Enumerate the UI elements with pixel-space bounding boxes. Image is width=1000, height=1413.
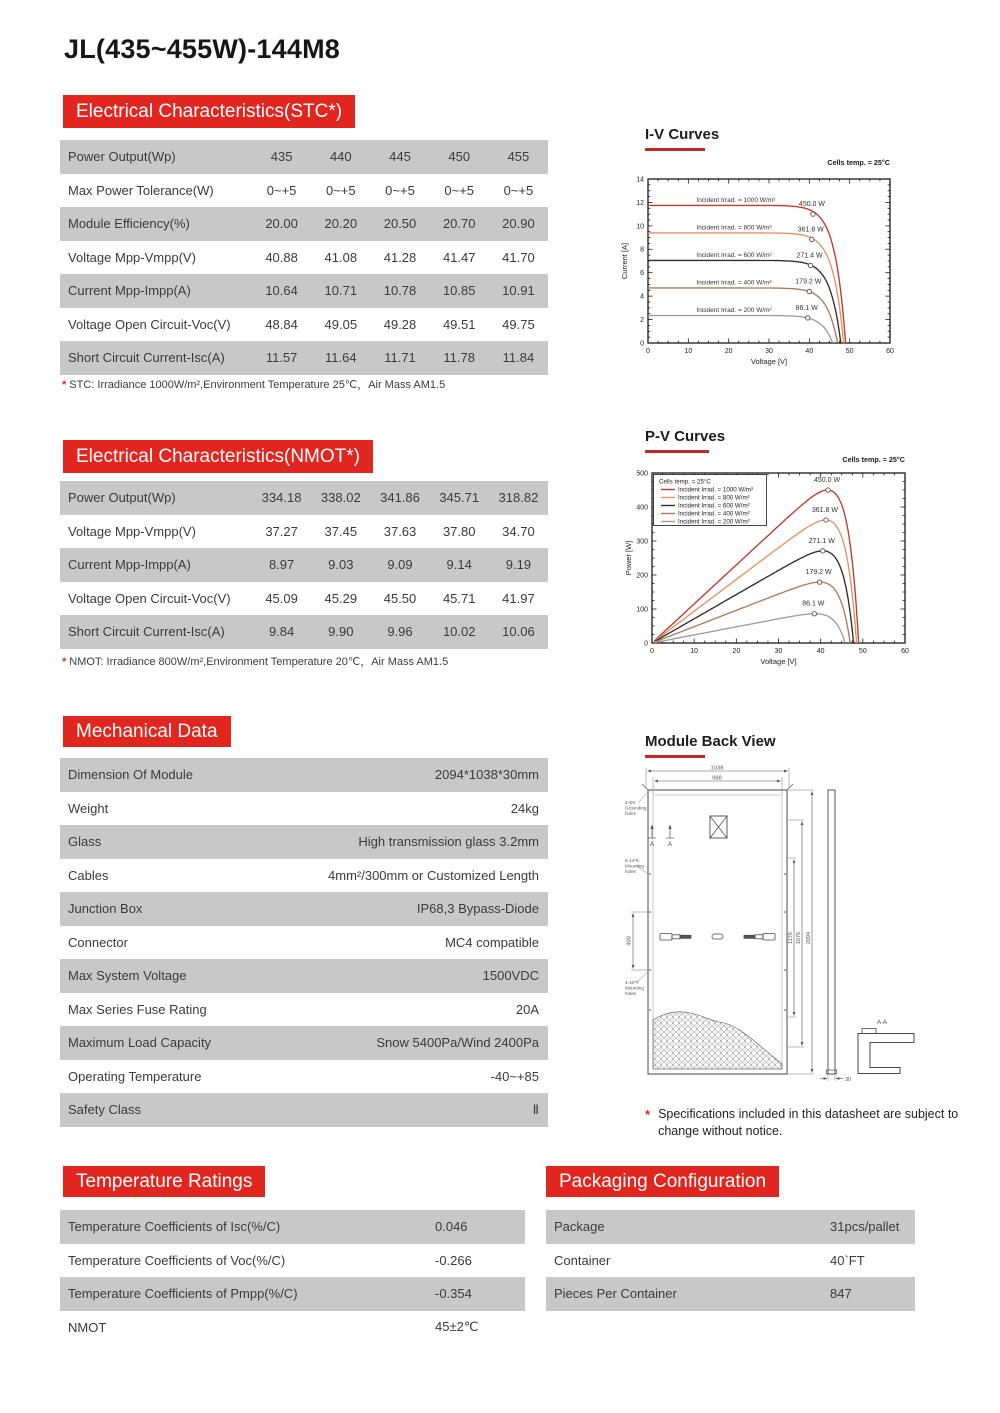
row-value: 450 [448, 149, 471, 165]
x-tick-label: 60 [901, 648, 909, 655]
x-tick-label: 10 [690, 648, 699, 655]
row-label: Connector [68, 934, 128, 950]
row-value: 0~+5 [385, 182, 415, 198]
nmot-footnote [62, 653, 448, 669]
mpp-label: 361.8 W [797, 226, 824, 234]
table-row [60, 207, 548, 241]
row-value: 10.91 [502, 283, 535, 299]
row-value: 41.97 [502, 590, 535, 606]
connector-right [744, 934, 775, 941]
row-label: Current Mpp-Impp(A) [68, 283, 191, 299]
row-value: 45.71 [442, 590, 476, 606]
mpp-label: 86.1 W [802, 600, 825, 608]
row-label: Container [554, 1252, 611, 1268]
mpp-marker [824, 518, 828, 522]
dim-extension-30 [828, 1075, 835, 1081]
mpp-marker [811, 212, 815, 216]
row-value: 0~+5 [325, 182, 356, 198]
x-tick-label: 40 [805, 348, 814, 355]
series-line [654, 582, 850, 643]
y-tick-label: 300 [636, 538, 648, 546]
row-value: 41.08 [324, 249, 358, 265]
table-row [60, 308, 548, 342]
junction-box-cross [710, 816, 727, 838]
mpp-marker [826, 488, 830, 492]
row-value: Ⅱ [532, 1101, 539, 1117]
table-row [60, 859, 548, 893]
row-label: Max Power Tolerance(W) [68, 182, 214, 198]
pv-chart-title: P-V Curves [645, 428, 726, 445]
corner-marks [642, 784, 793, 790]
legend-entry: Incident Irrad. = 200 W/m² [678, 518, 750, 526]
y-tick-label: 2 [640, 316, 644, 324]
row-value: 11.84 [502, 350, 535, 366]
iv-chart-canvas [618, 152, 940, 372]
section-header-stc: Electrical Characteristics(STC*) [63, 95, 355, 128]
row-value: 37.63 [383, 523, 417, 539]
connector-left [660, 934, 691, 941]
row-value: 41.47 [442, 249, 476, 265]
table-row [60, 140, 548, 174]
y-tick-label: 14 [636, 176, 644, 184]
dim-extension-400 [631, 912, 649, 970]
stc-footnote-text: STC: Irradiance 1000W/m²,Environment Temperature 25℃，Air Mass AM1.5 [69, 379, 446, 391]
module-side-view [828, 790, 835, 1074]
row-value: 11.71 [384, 350, 416, 366]
row-value: 37.80 [442, 523, 476, 539]
row-value: 334.18 [261, 490, 302, 506]
row-value: 9.03 [328, 557, 354, 573]
x-tick-label: 0 [650, 648, 654, 655]
mpp-marker [808, 263, 812, 267]
row-value: 9.14 [446, 557, 472, 573]
mpp-label: 179.2 W [805, 569, 832, 577]
mpp-marker [810, 237, 814, 241]
mpp-label: 361.8 W [811, 506, 838, 514]
series-line [654, 551, 854, 643]
row-label: Voltage Mpp-Vmpp(V) [68, 523, 196, 539]
row-value: 11.57 [265, 350, 298, 366]
table-row [60, 1277, 525, 1311]
row-value: 49.75 [502, 316, 535, 332]
row-value: 0~+5 [266, 182, 297, 198]
row-value: 445 [389, 149, 411, 165]
back-view-title: Module Back View [645, 733, 776, 750]
mpp-label: 179.2 W [795, 278, 822, 286]
mpp-marker [817, 580, 821, 584]
row-value: 9.09 [387, 557, 413, 573]
dim-2094-label: 2094 [806, 931, 812, 945]
mpp-marker [806, 316, 810, 320]
row-value: 455 [507, 149, 530, 165]
row-value: -40~+85 [490, 1068, 539, 1084]
y-tick-label: 4 [640, 293, 644, 301]
y-axis-label: Power [W] [624, 540, 633, 576]
stc-table [60, 140, 548, 375]
table-row [60, 1311, 525, 1345]
mpp-label: 271.1 W [808, 537, 835, 545]
mounting-holes-lower-label: 4-10*7 Mounting holes [625, 980, 644, 996]
row-label: Power Output(Wp) [68, 149, 176, 165]
frame-hole-marks [649, 873, 786, 1011]
row-value: 435 [270, 149, 293, 165]
row-value: 31pcs/pallet [830, 1219, 900, 1235]
x-tick-label: 30 [774, 648, 783, 655]
mpp-marker [807, 289, 811, 293]
section-header-mechanical: Mechanical Data [63, 716, 231, 747]
row-value: 20.20 [324, 216, 358, 232]
table-row [60, 959, 548, 993]
row-value: 1500VDC [482, 968, 539, 984]
series-line [654, 614, 845, 643]
row-value: 345.71 [439, 490, 480, 506]
packaging-table [546, 1210, 915, 1311]
iv-curves-chart [618, 152, 940, 372]
row-label: Short Circuit Current-Isc(A) [68, 350, 225, 366]
row-value: 11.64 [325, 350, 357, 366]
iv-title-underline [645, 148, 705, 151]
series-label: Incident Irrad. = 200 W/m² [696, 306, 772, 314]
table-row [60, 515, 548, 549]
row-value: IP68,3 Bypass-Diode [416, 901, 539, 917]
mpp-label: 450.0 W [798, 201, 826, 209]
pv-chart-canvas [622, 452, 952, 667]
table-row [60, 1026, 548, 1060]
x-axis-label: Voltage [V] [750, 357, 788, 366]
table-row [60, 582, 548, 616]
stc-footnote [62, 376, 445, 392]
table-row [60, 758, 548, 792]
table-row [60, 274, 548, 308]
section-header-packaging: Packaging Configuration [546, 1166, 779, 1197]
row-value: 9.96 [387, 624, 413, 640]
row-value: 0~+5 [503, 182, 534, 198]
row-value: Snow 5400Pa/Wind 2400Pa [376, 1035, 539, 1051]
module-back-view-drawing [622, 762, 972, 1102]
cell-area-hatch [653, 1012, 782, 1069]
x-tick-label: 20 [732, 648, 741, 655]
row-label: Voltage Open Circuit-Voc(V) [68, 316, 231, 332]
dim-width-outer-label: 1038 [710, 765, 724, 772]
table-row [60, 615, 548, 649]
back-view-underline [645, 755, 705, 758]
section-aa-clamp [862, 1029, 876, 1034]
table-row [546, 1277, 915, 1311]
nmot-table [60, 481, 548, 649]
section-axis-label-a1: A [649, 842, 655, 848]
dim-hole-span-label: 400 [626, 936, 633, 946]
y-tick-label: 200 [636, 572, 648, 580]
x-tick-label: 50 [858, 648, 867, 655]
y-tick-label: 6 [640, 270, 644, 278]
series-label: Incident Irrad. = 600 W/m² [696, 251, 772, 259]
row-label: Max System Voltage [68, 968, 187, 984]
y-tick-label: 12 [636, 199, 644, 207]
row-value: 48.84 [265, 316, 298, 332]
row-value: 10.64 [265, 283, 298, 299]
row-value: High transmission glass 3.2mm [358, 834, 539, 850]
table-row [60, 481, 548, 515]
row-label: Voltage Open Circuit-Voc(V) [68, 590, 231, 606]
row-label: Current Mpp-Impp(A) [68, 557, 191, 573]
legend-entry: Incident Irrad. = 600 W/m² [678, 502, 750, 510]
table-row [60, 825, 548, 859]
pv-curves-chart [622, 452, 952, 667]
row-value: 10.71 [324, 283, 358, 299]
row-value: -0.266 [435, 1252, 472, 1268]
row-value: 9.84 [268, 624, 295, 640]
legend-title: Cells temp. = 25°C [659, 478, 711, 486]
mpp-label: 271.4 W [796, 252, 823, 260]
row-label: Temperature Coefficients of Pmpp(%/C) [68, 1286, 298, 1302]
mpp-marker [821, 549, 825, 553]
row-label: Glass [68, 834, 102, 850]
series-line [648, 260, 841, 343]
row-label: Junction Box [68, 901, 143, 917]
table-row [60, 1060, 548, 1094]
x-tick-label: 50 [845, 348, 854, 355]
row-value: 49.05 [324, 316, 358, 332]
x-tick-label: 60 [886, 348, 894, 355]
row-label: Short Circuit Current-Isc(A) [68, 624, 225, 640]
y-tick-label: 400 [636, 504, 648, 512]
mechanical-table [60, 758, 548, 1127]
specs-footnote-text: Specifications included in this datasheet are subject to change without notice. [658, 1107, 959, 1138]
row-label: Temperature Coefficients of Voc(%/C) [68, 1252, 286, 1268]
table-row [60, 1244, 525, 1278]
row-value: 0.046 [435, 1219, 468, 1235]
row-value: -0.354 [435, 1286, 472, 1302]
row-value: 847 [830, 1286, 852, 1302]
table-row [60, 993, 548, 1027]
row-value: 49.51 [442, 316, 476, 332]
legend-entry: Incident Irrad. = 400 W/m² [678, 510, 750, 518]
row-label: Module Efficiency(%) [68, 216, 190, 232]
y-tick-label: 0 [644, 640, 648, 648]
x-axis-label: Voltage [V] [760, 657, 797, 666]
row-value: 10.78 [383, 283, 417, 299]
table-row [60, 1093, 548, 1127]
table-row [60, 241, 548, 275]
row-value: 37.45 [324, 523, 358, 539]
x-tick-label: 30 [765, 348, 773, 355]
section-header-nmot: Electrical Characteristics(NMOT*) [63, 440, 373, 473]
row-value: 37.27 [265, 523, 298, 539]
row-value: 20.70 [442, 216, 476, 232]
mpp-label: 86.1 W [795, 304, 818, 312]
series-label: Incident Irrad. = 800 W/m² [696, 224, 772, 232]
row-value: 4mm²/300mm or Customized Length [328, 867, 539, 883]
section-aa-profile [858, 1034, 914, 1074]
page-title: JL(435~455W)-144M8 [64, 34, 340, 64]
asterisk: * [62, 379, 67, 391]
legend-entry: Incident Irrad. = 800 W/m² [678, 494, 750, 502]
table-row [60, 792, 548, 826]
row-value: 24kg [510, 800, 539, 816]
row-value: 318.82 [498, 490, 539, 506]
table-row [546, 1210, 915, 1244]
row-value: 34.70 [502, 523, 535, 539]
dim-1676-label: 1676 [796, 931, 802, 945]
row-value: 341.86 [380, 490, 420, 506]
row-value: 20A [515, 1001, 539, 1017]
row-label: Dimension Of Module [68, 767, 193, 783]
cells-temp-annotation: Cells temp. = 25°C [842, 455, 905, 464]
row-value: 45.50 [383, 590, 417, 606]
table-row [546, 1244, 915, 1278]
mpp-marker [812, 612, 816, 616]
dim-width-inner-label: 988 [712, 775, 722, 782]
table-row [60, 174, 548, 208]
row-value: 10.06 [502, 624, 535, 640]
dim-thickness-label: 30 [845, 1077, 852, 1083]
y-tick-label: 10 [636, 223, 644, 231]
cells-temp-annotation: Cells temp. = 25°C [827, 158, 890, 167]
row-value: 20.90 [502, 216, 535, 232]
specs-footnote [645, 1106, 977, 1140]
row-value: 2094*1038*30mm [434, 767, 539, 783]
row-value: 20.00 [265, 216, 298, 232]
row-value: 49.28 [383, 316, 417, 332]
y-axis-label: Current [A] [620, 242, 629, 280]
row-value: 45.09 [265, 590, 298, 606]
row-label: Temperature Coefficients of Isc(%/C) [68, 1219, 281, 1235]
nmot-footnote-text: NMOT: Irradiance 800W/m²,Environment Temperature 20℃，Air Mass AM1.5 [69, 656, 449, 668]
series-line [648, 316, 833, 344]
row-label: Voltage Mpp-Vmpp(V) [68, 249, 196, 265]
row-value: 10.02 [442, 624, 476, 640]
y-tick-label: 100 [636, 606, 648, 614]
table-row [60, 892, 548, 926]
row-value: 41.70 [502, 249, 535, 265]
asterisk: * [645, 1107, 651, 1122]
row-label: Weight [68, 800, 109, 816]
row-value: 338.02 [320, 490, 361, 506]
row-value: 45±2℃ [435, 1319, 479, 1335]
row-label: Pieces Per Container [554, 1286, 677, 1302]
asterisk: * [62, 656, 67, 668]
row-value: 40.88 [265, 249, 298, 265]
section-aa-label: A-A [876, 1020, 888, 1026]
x-tick-label: 40 [816, 648, 825, 655]
dim-1176-label: 1176 [788, 932, 794, 944]
row-value: 0~+5 [444, 182, 475, 198]
row-label: Maximum Load Capacity [68, 1035, 212, 1051]
row-value: 9.90 [328, 624, 354, 640]
row-label: Operating Temperature [68, 1068, 202, 1084]
series-label: Incident Irrad. = 1000 W/m² [696, 196, 776, 204]
table-row [60, 341, 548, 375]
row-value: 45.29 [324, 590, 358, 606]
row-label: Package [554, 1219, 605, 1235]
grounding-holes-label: 4-Φ4 Grounding holes [625, 800, 647, 816]
section-header-temperature: Temperature Ratings [63, 1166, 265, 1197]
row-label: Safety Class [68, 1102, 141, 1118]
row-value: 11.78 [443, 350, 475, 366]
row-value: 440 [329, 149, 352, 165]
row-value: 9.19 [505, 557, 532, 573]
x-tick-label: 0 [646, 348, 650, 355]
iv-chart-title: I-V Curves [645, 126, 720, 143]
row-value: 20.50 [383, 216, 417, 232]
table-row [60, 1210, 525, 1244]
row-label: NMOT [68, 1319, 107, 1335]
x-tick-label: 10 [684, 348, 693, 355]
table-row [60, 926, 548, 960]
y-tick-label: 8 [640, 246, 644, 254]
connector-middle [712, 934, 723, 939]
row-value: 8.97 [268, 557, 295, 573]
row-label: Power Output(Wp) [68, 490, 176, 506]
row-label: Max Series Fuse Rating [68, 1001, 207, 1017]
legend-entry: Incident Irrad. = 1000 W/m² [678, 486, 754, 494]
x-tick-label: 20 [724, 348, 733, 355]
mpp-label: 450.0 W [814, 477, 841, 484]
section-axis-label-a2: A [667, 842, 673, 848]
y-tick-label: 500 [636, 470, 648, 478]
row-value: 41.28 [383, 249, 417, 265]
row-value: 10.85 [442, 283, 476, 299]
y-tick-label: 0 [640, 340, 644, 348]
row-label: Cables [68, 867, 109, 883]
leader-grounding [638, 792, 648, 803]
row-value: 40`FT [830, 1252, 865, 1268]
row-value: MC4 compatible [445, 934, 539, 950]
temperature-table [60, 1210, 525, 1344]
series-label: Incident Irrad. = 400 W/m² [696, 279, 772, 287]
table-row [60, 548, 548, 582]
mounting-holes-upper-label: 8-14*9 Mounting holes [625, 858, 644, 874]
